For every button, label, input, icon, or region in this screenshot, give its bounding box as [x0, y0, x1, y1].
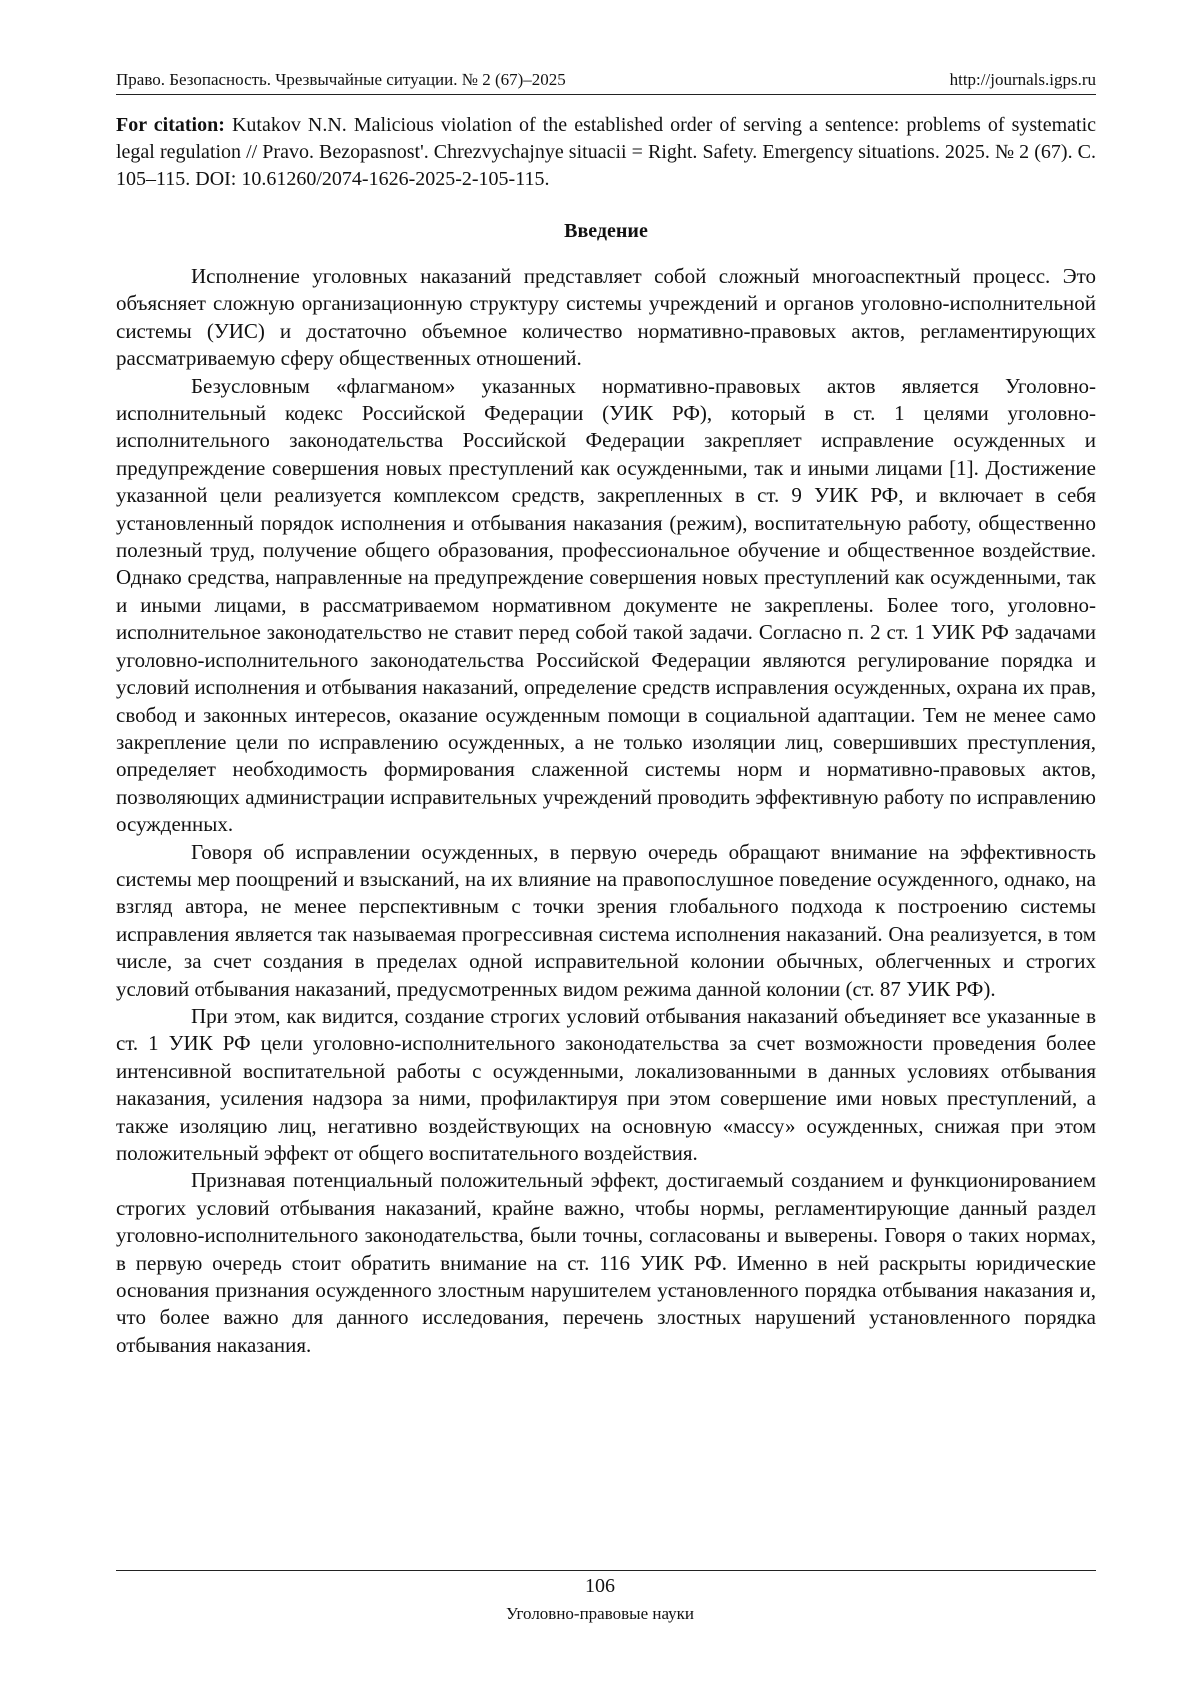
footer-section-name: Уголовно-правовые науки	[505, 1604, 695, 1623]
footer-divider	[116, 1570, 1096, 1571]
paragraph-2: Безусловным «флагманом» указанных нормативно-правовых актов является Уголовно-исполнительный кодекс Российской Федерации (УИК РФ), который в ст. 1 целями уголовно-исполнительного законодательства Российской Федерации закрепляет исправление осужденных и предупреждение совершения новых преступлений как осужденными, так и иными лицами [1]. Достижение указанной цели реализуется комплексом средств, закрепленных в ст. 9 УИК РФ, и включает в себя установленный порядок исполнения и отбывания наказания (режим), воспитательную работу, общественно полезный труд, получение общего образования, профессиональное обучение и общественное воздействие. Однако средства, направленные на предупреждение совершения новых преступлений как осужденными, так и иными лицами, в рассматриваемом нормативном документе не закреплены. Более того, уголовно-исполнительное законодательство не ставит перед собой такой задачи. Согласно п. 2 ст. 1 УИК РФ задачами уголовно-исполнительного законодательства Российской Федерации являются регулирование порядка и условий исполнения и отбывания наказаний, определение средств исправления осужденных, охрана их прав, свобод и законных интересов, оказание осужденным помощи в социальной адаптации. Тем не менее само закрепление цели по исправлению осужденных, а не только изоляции лиц, совершивших преступления, определяет необходимость формирования слаженной системы норм и нормативно-правовых актов, позволяющих администрации исправительных учреждений проводить эффективную работу по исправлению осужденных.	[116, 373, 1096, 837]
paragraph-3: Говоря об исправлении осужденных, в первую очередь обращают внимание на эффективность системы мер поощрений и взысканий, на их влияние на правопослушное поведение осужденного, однако, на взгляд автора, не менее перспективным с точки зрения глобального подхода к построению системы исправления является так называемая прогрессивная система исполнения наказаний. Она реализуется, в том числе, за счет создания в пределах одной исправительной колонии обычных, облегченных и строгих условий отбывания наказаний, предусмотренных видом режима данной колонии (ст. 87 УИК РФ).	[116, 839, 1096, 1001]
citation-block	[116, 112, 1096, 193]
page-number: 106	[585, 1575, 615, 1597]
paragraph-5: Признавая потенциальный положительный эффект, достигаемый созданием и функционированием строгих условий отбывания наказаний, крайне важно, чтобы нормы, регламентирующие данный раздел уголовно-исполнительного законодательства, были точны, согласованы и выверены. Говоря о таких нормах, в первую очередь стоит обратить внимание на ст. 116 УИК РФ. Именно в ней раскрыты юридические основания признания осужденного злостным нарушителем установленного порядка отбывания наказания и, что более важно для данного исследования, перечень злостных нарушений установленного порядка отбывания наказания.	[116, 1168, 1096, 1357]
journal-title: Право. Безопасность. Чрезвычайные ситуации. № 2 (67)–2025	[116, 70, 566, 89]
journal-url[interactable]: http://journals.igps.ru	[949, 70, 1096, 89]
section-title: Введение	[564, 220, 648, 242]
citation-label: For citation:	[116, 114, 225, 136]
running-header	[116, 66, 1096, 95]
paragraph-1: Исполнение уголовных наказаний представляет собой сложный многоаспектный процесс. Это объясняет сложную организационную структуру системы учреждений и органов уголовно-исполнительной системы (УИС) и достаточно объемное количество нормативно-правовых актов, регламентирующих рассматриваемую сферу общественных отношений.	[116, 264, 1096, 371]
paragraph-4: При этом, как видится, создание строгих условий отбывания наказаний объединяет все указанные в ст. 1 УИК РФ цели уголовно-исполнительного законодательства за счет возможности проведения более интенсивной воспитательной работы с осужденными, локализованными в данных условиях отбывания наказания, усиления надзора за ними, профилактируя при этом совершение ими новых преступлений, а также изоляцию лиц, негативно воздействующих на основную «массу» осужденных, снижая при этом положительный эффект от общего воспитательного воздействия.	[116, 1003, 1096, 1165]
page-content	[116, 112, 1096, 1359]
citation-text: Kutakov N.N. Malicious violation of the established order of serving a sentence: problems of systematic legal regulation // Pravo. Bezopasnost'. Chrezvychajnye situacii = Right. Safety. Emergency situations. 2025. № 2 (67). С. 105–115. DOI: 10.61260/2074-1626-2025-2-105-115.	[116, 114, 1097, 190]
